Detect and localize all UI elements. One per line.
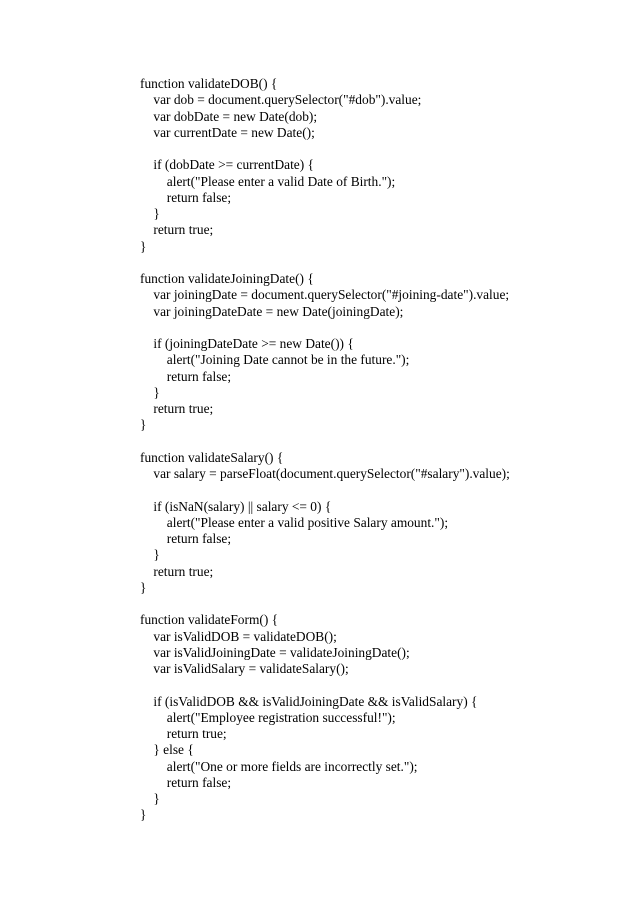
blank-line <box>140 255 600 271</box>
code-line: return false; <box>140 368 232 384</box>
code-line: var currentDate = new Date(); <box>140 124 315 140</box>
code-line: if (joiningDateDate >= new Date()) { <box>140 336 354 351</box>
code-line: alert("One or more fields are incorrectly set."); <box>140 758 418 774</box>
blank-line <box>140 141 600 157</box>
code-line: } <box>140 206 160 221</box>
code-line: var dobDate = new Date(dob); <box>140 108 318 124</box>
code-line: alert("Please enter a valid Date of Birth."); <box>140 173 396 189</box>
code-line: } <box>140 791 160 806</box>
blank-line <box>140 482 600 498</box>
code-line: return false; <box>140 774 232 790</box>
code-line: return false; <box>140 531 232 546</box>
code-block <box>140 76 600 824</box>
code-line: var salary = parseFloat(document.querySelector("#salary").value); <box>140 466 510 481</box>
code-line: } <box>140 417 147 433</box>
code-line: } <box>140 579 147 595</box>
code-line: var dob = document.querySelector("#dob").value; <box>140 92 422 108</box>
blank-line <box>140 434 600 450</box>
code-line: alert("Joining Date cannot be in the future."); <box>140 352 410 368</box>
code-line: return true; <box>140 726 227 741</box>
blank-line <box>140 320 600 336</box>
code-line: } <box>140 238 147 254</box>
code-line: function validateSalary() { <box>140 449 284 465</box>
code-line: var isValidSalary = validateSalary(); <box>140 661 349 676</box>
code-line: var isValidJoiningDate = validateJoiningDate(); <box>140 644 410 660</box>
code-line: } else { <box>140 742 194 758</box>
code-line: if (dobDate >= currentDate) { <box>140 157 314 173</box>
code-line: return false; <box>140 189 232 205</box>
blank-line <box>140 596 600 612</box>
blank-line <box>140 677 600 693</box>
code-line: } <box>140 547 160 563</box>
code-line: return true; <box>140 563 214 579</box>
code-line: var joiningDateDate = new Date(joiningDate); <box>140 303 404 319</box>
code-line: } <box>140 807 147 823</box>
code-line: if (isValidDOB && isValidJoiningDate && isValidSalary) { <box>140 693 478 709</box>
code-line: } <box>140 384 160 400</box>
code-line: return true; <box>140 401 214 416</box>
code-line: var isValidDOB = validateDOB(); <box>140 628 337 644</box>
code-line: function validateJoiningDate() { <box>140 271 314 286</box>
code-line: return true; <box>140 222 214 238</box>
code-line: function validateDOB() { <box>140 76 278 91</box>
code-line: alert("Employee registration successful!"); <box>140 709 396 725</box>
code-line: alert("Please enter a valid positive Salary amount."); <box>140 514 449 530</box>
code-line: var joiningDate = document.querySelector("#joining-date").value; <box>140 287 510 303</box>
code-line: function validateForm() { <box>140 612 279 628</box>
code-line: if (isNaN(salary) || salary <= 0) { <box>140 498 332 514</box>
